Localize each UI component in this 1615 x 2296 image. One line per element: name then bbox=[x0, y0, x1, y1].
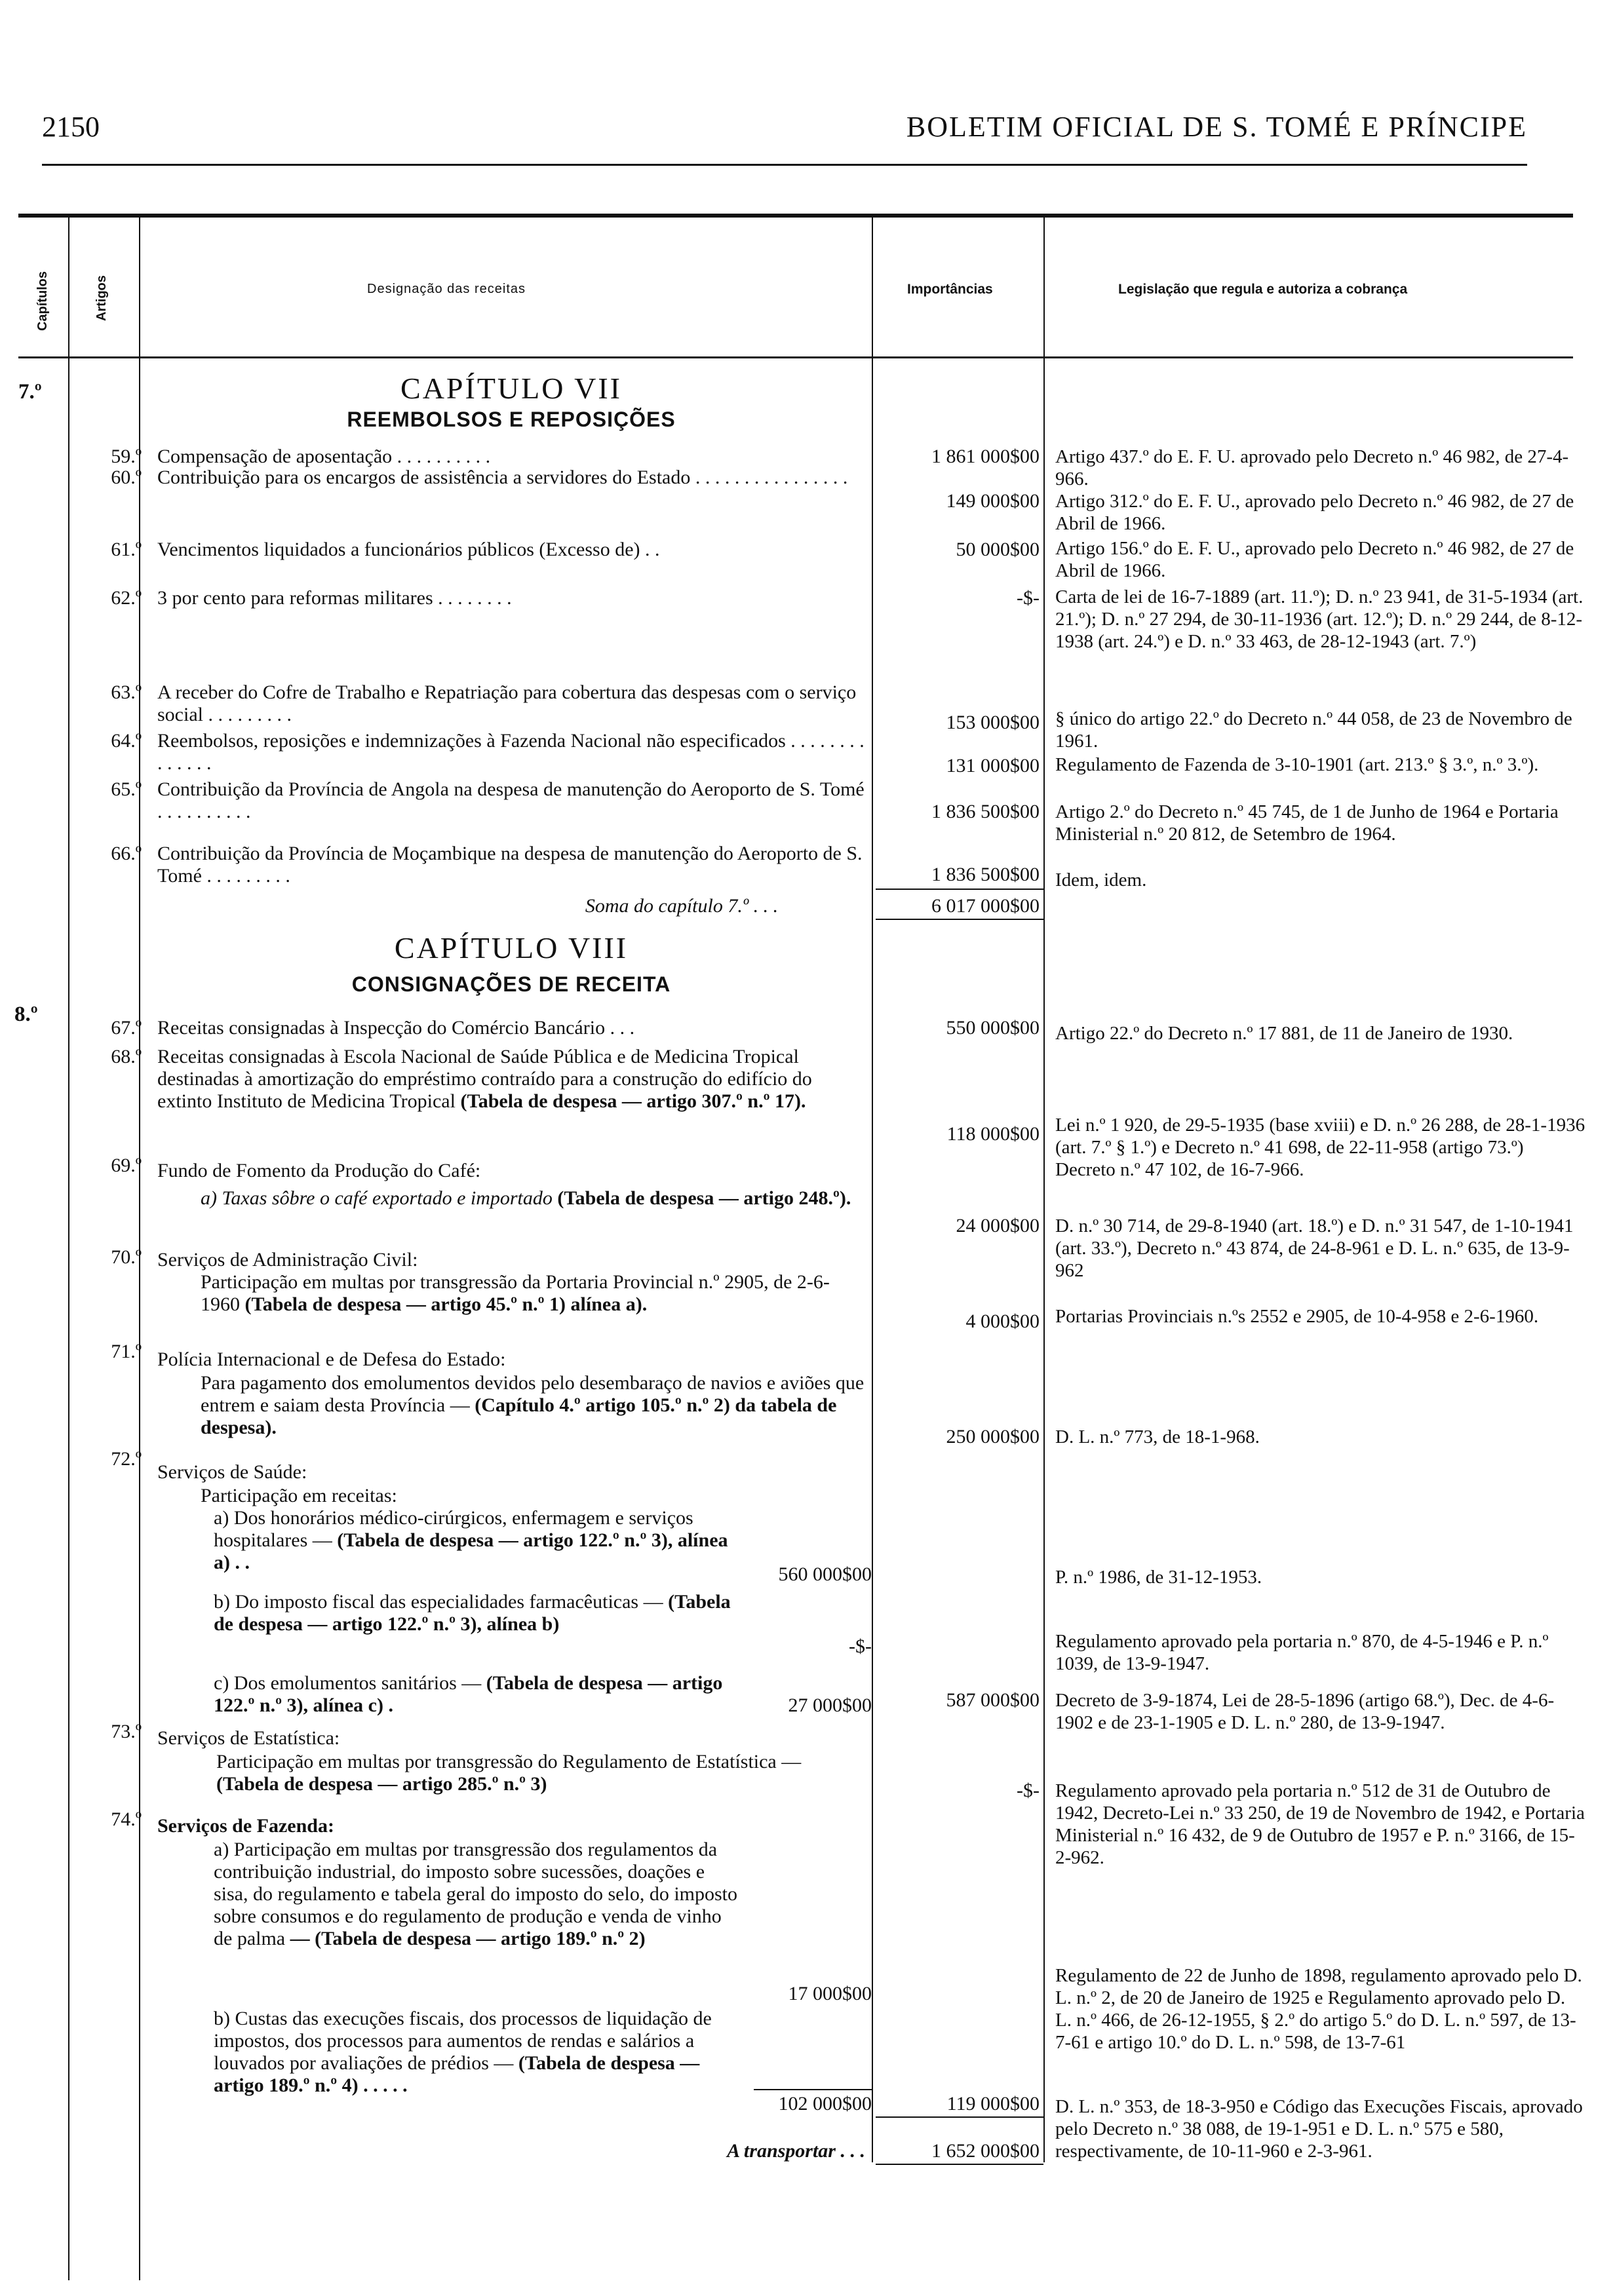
column-header-designacao: Designação das receitas bbox=[367, 282, 526, 296]
column-header-capitulos: Capítulos bbox=[35, 271, 50, 331]
column-header-artigos: Artigos bbox=[94, 275, 109, 321]
column-rule-3 bbox=[872, 216, 873, 2162]
header-rule bbox=[42, 164, 1527, 166]
chapter-7-total-amount: 6 017 000$00 bbox=[931, 895, 1040, 917]
subtotal-rule bbox=[876, 889, 1043, 890]
chapter-7-number: 7.º bbox=[18, 380, 42, 404]
column-rule-1 bbox=[68, 216, 69, 2280]
column-header-legislacao: Legislação que regula e autoriza a cobrança bbox=[1118, 282, 1408, 297]
total-rule-2 bbox=[876, 2164, 1043, 2165]
chapter-8-title: CAPÍTULO VIII bbox=[394, 931, 629, 965]
table-top-rule bbox=[18, 214, 1573, 218]
table-header-rule bbox=[18, 356, 1573, 358]
chapter-7-total-label: Soma do capítulo 7.º . . . bbox=[585, 895, 779, 917]
column-header-importancias: Importâncias bbox=[907, 282, 993, 297]
chapter-7-subtitle: REEMBOLSOS E REPOSIÇÕES bbox=[347, 408, 676, 431]
chapter-8-number: 8.º bbox=[14, 1003, 38, 1026]
carry-forward-label: A transportar . . . bbox=[727, 2140, 865, 2162]
chapter-7-title: CAPÍTULO VII bbox=[400, 372, 622, 405]
page-number: 2150 bbox=[42, 111, 100, 143]
subitem-rule bbox=[754, 2089, 872, 2090]
column-rule-4 bbox=[1043, 216, 1045, 2162]
chapter-8-subtitle: CONSIGNAÇÕES DE RECEITA bbox=[351, 972, 671, 996]
total-rule bbox=[876, 919, 1043, 920]
subtotal-rule-2 bbox=[876, 2116, 1043, 2118]
journal-title: BOLETIM OFICIAL DE S. TOMÉ E PRÍNCIPE bbox=[906, 111, 1527, 143]
carry-forward-amount: 1 652 000$00 bbox=[931, 2140, 1040, 2162]
